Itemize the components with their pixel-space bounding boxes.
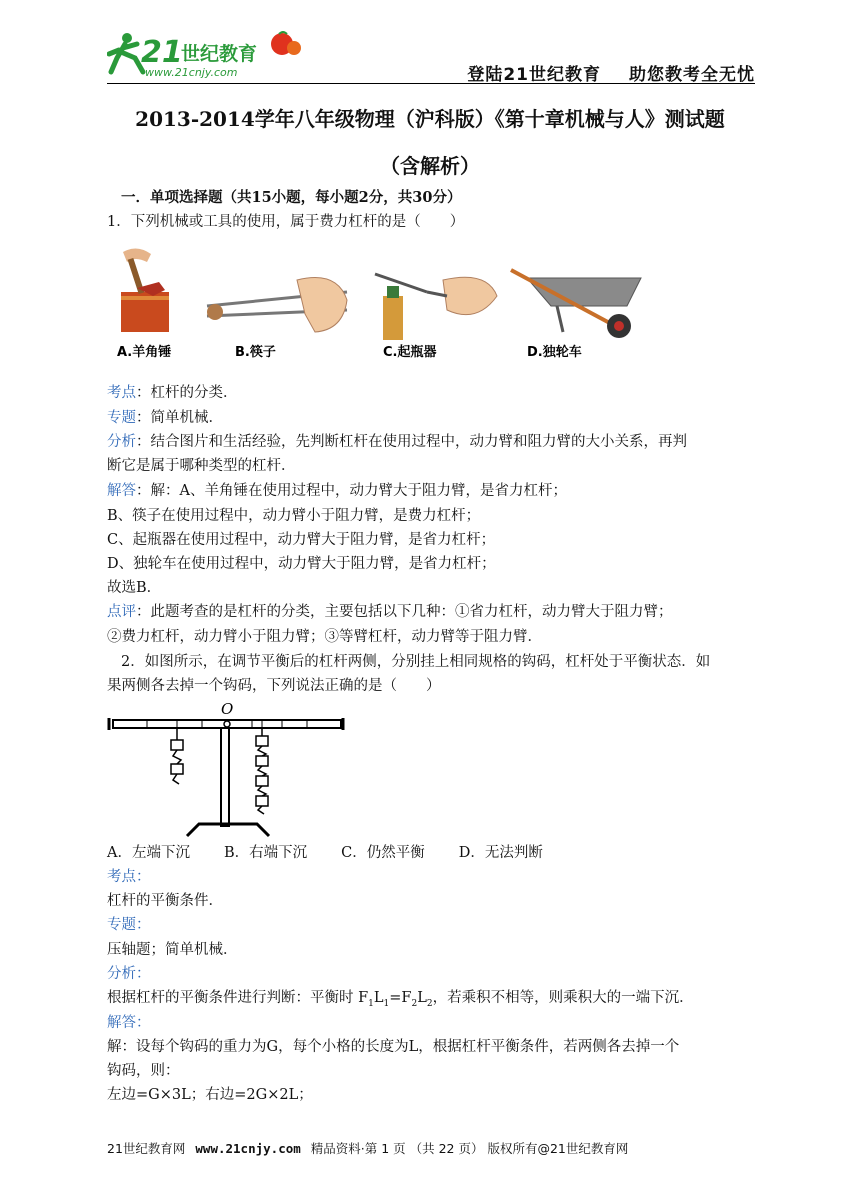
dianping-text: ：此题考查的是杠杆的分类，主要包括以下几种：①省力杠杆，动力臂大于阻力臂； — [136, 604, 673, 620]
q1-kaodian — [107, 383, 238, 403]
q1-dianping — [107, 602, 673, 622]
pivot-label: O — [221, 700, 234, 718]
q2-zhuanti-text: 压轴题；简单机械． — [107, 942, 238, 958]
hammer-image — [121, 248, 169, 332]
section-heading: 一．单项选择题（共15小题，每小题2分，共30分） — [121, 189, 462, 206]
footer-left: 21世纪教育网 — [107, 1141, 186, 1156]
header-rule — [107, 83, 755, 84]
site-logo — [107, 28, 307, 82]
right-weights — [256, 728, 268, 814]
jieda-label: 解答 — [107, 483, 136, 499]
q1-jieda — [107, 481, 567, 501]
zhuanti-text: ：简单机械． — [136, 410, 223, 426]
q2-kaodian-label: 考点： — [107, 869, 151, 885]
svg-text:世纪教育: 世纪教育 — [181, 43, 258, 65]
q2-fenxi-text: 根据杠杆的平衡条件进行判断：平衡时 $F_1L_1=F_2L_2$，若乘积不相等，则乘积大的一端下沉． — [107, 990, 694, 1009]
q1-answer: 故选B． — [107, 580, 162, 596]
choice-d: D．无法判断 — [458, 845, 543, 861]
kaodian-label: 考点 — [107, 385, 136, 401]
bottle-opener-image — [375, 274, 497, 340]
q1-dianping-cont: ②费力杠杆，动力臂小于阻力臂；③等臂杠杆，动力臂等于阻力臂． — [107, 629, 542, 645]
page-footer — [107, 1139, 757, 1157]
q2-jieda-label: 解答： — [107, 1015, 151, 1031]
q2-jieda-calc: 左边=G×3L；右边=2G×2L； — [107, 1087, 313, 1103]
document-title: 2013-2014学年八年级物理（沪科版）《第十章机械与人》测试题 — [135, 107, 725, 131]
slogan-login: 登陆21世纪教育 — [467, 65, 601, 85]
fenxi-post: ，若乘积不相等，则乘积大的一端下沉． — [432, 990, 694, 1006]
caption-d: D.独轮车 — [527, 345, 582, 360]
footer-site-link[interactable]: www.21cnjy.com — [195, 1141, 301, 1156]
document-subtitle: （含解析） — [380, 154, 480, 178]
wheelbarrow-image — [511, 270, 641, 338]
q2-stem-cont: 果两侧各去掉一个钩码，下列说法正确的是（ ） — [107, 678, 441, 694]
q1-fenxi-cont: 断它是属于哪种类型的杠杆． — [107, 458, 296, 474]
fenxi-label: 分析 — [107, 434, 136, 450]
choice-c: C．仍然平衡 — [341, 845, 425, 861]
zhuanti-label: 专题 — [107, 410, 136, 426]
dianping-label: 点评 — [107, 604, 136, 620]
caption-a: A.羊角锤 — [117, 345, 172, 360]
q2-jieda-cont: 钩码，则： — [107, 1063, 180, 1079]
q2-fenxi-label: 分析： — [107, 966, 151, 982]
jieda-text: ：解：A、羊角锤在使用过程中，动力臂大于阻力臂，是省力杠杆； — [136, 483, 567, 499]
choice-b: B．右端下沉 — [223, 845, 308, 861]
chopsticks-image — [207, 278, 347, 333]
slogan-motto: 助您教考全无忧 — [629, 65, 755, 85]
footer-right: 精品资料·第 1 页 （共 22 页） 版权所有@21世纪教育网 — [310, 1141, 629, 1156]
q2-jieda-text: 解：设每个钩码的重力为G，每个小格的长度为L，根据杠杆平衡条件，若两侧各去掉一个 — [107, 1039, 680, 1055]
q2-kaodian-text: 杠杆的平衡条件． — [107, 893, 223, 909]
q1-jieda-b: B、筷子在使用过程中，动力臂小于阻力臂，是费力杠杆； — [107, 508, 481, 524]
q1-jieda-c: C、起瓶器在使用过程中，动力臂大于阻力臂，是省力杠杆； — [107, 532, 496, 548]
q1-figure — [107, 240, 657, 370]
q1-fenxi — [107, 432, 687, 452]
caption-c: C.起瓶器 — [383, 345, 437, 360]
choice-a: A．左端下沉 — [107, 845, 190, 861]
q1-jieda-d: D、独轮车在使用过程中，动力臂大于阻力臂，是省力杠杆； — [107, 556, 496, 572]
q1-stem: 1．下列机械或工具的使用，属于费力杠杆的是（ ） — [107, 214, 465, 230]
q2-lever-figure — [107, 700, 347, 838]
left-weights — [171, 728, 183, 784]
fenxi-text: ：结合图片和生活经验，先判断杠杆在使用过程中，动力臂和阻力臂的大小关系，再判 — [136, 434, 687, 450]
page-header — [107, 28, 755, 84]
fenxi-pre: 根据杠杆的平衡条件进行判断：平衡时 F — [107, 990, 369, 1006]
logo-url: www.21cnjy.com — [145, 66, 238, 79]
kaodian-text: ：杠杆的分类． — [136, 385, 238, 401]
q1-zhuanti — [107, 408, 223, 428]
caption-b: B.筷子 — [235, 345, 276, 360]
q2-choices — [107, 843, 577, 863]
q2-zhuanti-label: 专题： — [107, 917, 151, 933]
svg-text:21: 21 — [141, 35, 183, 70]
header-slogan — [439, 60, 755, 85]
q2-stem: 2．如图所示，在调节平衡后的杠杆两侧，分别挂上相同规格的钩码，杠杆处于平衡状态．如 — [121, 654, 711, 670]
